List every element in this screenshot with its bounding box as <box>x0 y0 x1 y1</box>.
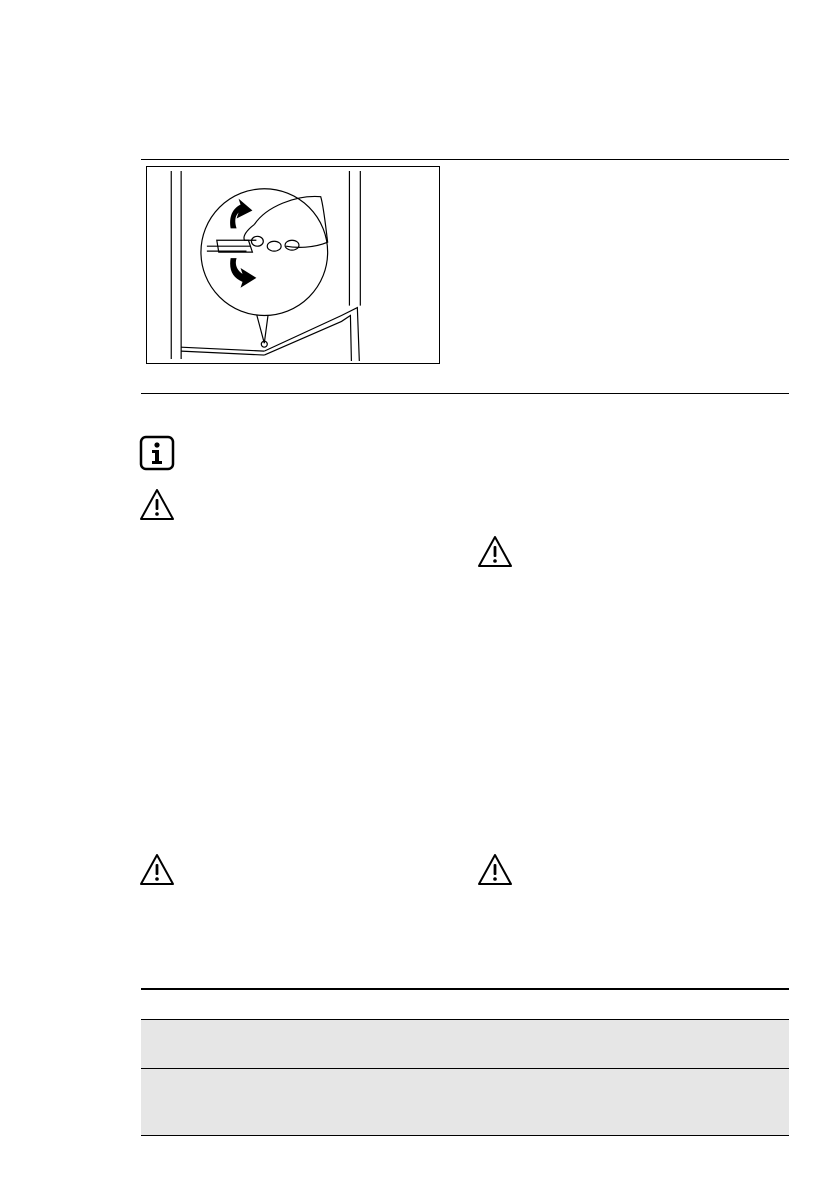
warning-icon <box>139 852 175 888</box>
table-row <box>141 1019 789 1068</box>
section-divider-bottom <box>141 393 789 394</box>
warning-icon <box>139 487 175 523</box>
door-hinge-illustration <box>147 167 439 363</box>
warning-icon <box>477 852 513 888</box>
warning-icon <box>477 534 513 570</box>
troubleshooting-table <box>141 988 789 1136</box>
info-icon <box>139 435 175 471</box>
table-row <box>141 1068 789 1135</box>
door-adjustment-illustration <box>146 166 440 364</box>
section-divider-top <box>141 159 789 160</box>
table-header-row <box>141 990 789 1018</box>
